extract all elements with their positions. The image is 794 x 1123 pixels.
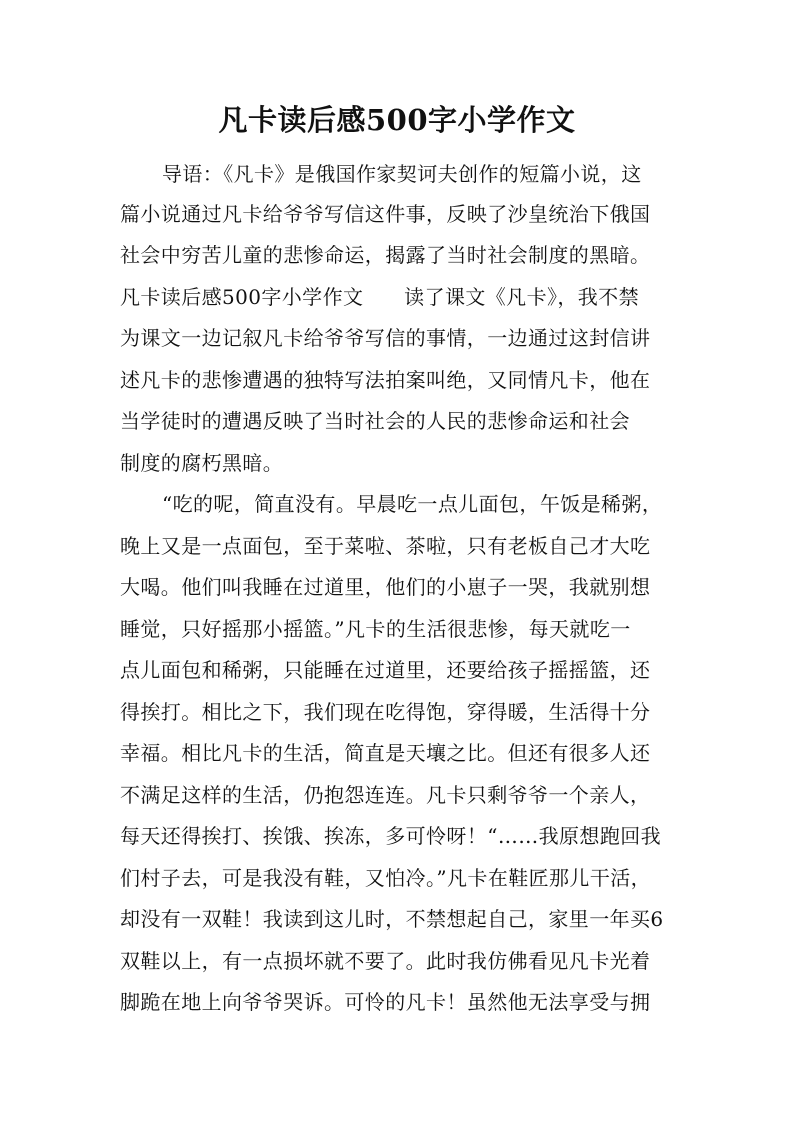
paragraph-line: 为课文一边记叙凡卡给爷爷写信的事情，一边通过这封信讲: [120, 326, 651, 350]
paragraph-line: 双鞋以上，有一点损坏就不要了。此时我仿佛看见凡卡光着: [120, 949, 651, 973]
paragraph-line: 却没有一双鞋！我读到这儿时，不禁想起自己，家里一年买6: [120, 907, 664, 931]
paragraph-line: 当学徒时的遭遇反映了当时社会的人民的悲惨命运和社会: [120, 409, 630, 433]
paragraph-line: 点儿面包和稀粥，只能睡在过道里，还要给孩子摇摇篮，还: [120, 658, 651, 682]
paragraph-line: 睡觉，只好摇那小摇篮。”凡卡的生活很悲惨，每天就吃一: [120, 617, 631, 641]
paragraph-line: 制度的腐朽黑暗。: [120, 451, 284, 475]
paragraph-line: 幸福。相比凡卡的生活，简直是天壤之比。但还有很多人还: [120, 741, 651, 765]
paragraph-line: 述凡卡的悲惨遭遇的独特写法拍案叫绝，又同情凡卡，他在: [120, 368, 651, 392]
paragraph-line: “吃的呢，简直没有。早晨吃一点儿面包，午饭是稀粥，: [162, 492, 663, 516]
paragraph-line: 们村子去，可是我没有鞋，又怕冷。”凡卡在鞋匠那儿干活，: [120, 866, 652, 890]
paragraph-line: 导语：《凡卡》是俄国作家契诃夫创作的短篇小说，这: [162, 162, 642, 186]
paragraph-line: 不满足这样的生活，仍抱怨连连。凡卡只剩爷爷一个亲人，: [120, 783, 651, 807]
paragraph-line: 大喝。他们叫我睡在过道里，他们的小崽子一哭，我就别想: [120, 575, 651, 599]
paragraph-line: 凡卡读后感500字小学作文 读了课文《凡卡》，我不禁: [120, 285, 639, 309]
paragraph-line: 脚跪在地上向爷爷哭诉。可怜的凡卡！虽然他无法享受与拥: [120, 990, 651, 1014]
paragraph-line: 篇小说通过凡卡给爷爷写信这件事，反映了沙皇统治下俄国: [120, 202, 651, 226]
paragraph-line: 晚上又是一点面包，至于菜啦、茶啦，只有老板自己才大吃: [120, 534, 651, 558]
paragraph-line: 社会中穷苦儿童的悲惨命运，揭露了当时社会制度的黑暗。: [120, 243, 651, 267]
paragraph-line: 每天还得挨打、挨饿、挨冻，多可怜呀！“……我原想跑回我: [120, 824, 662, 848]
paragraph-line: 得挨打。相比之下，我们现在吃得饱，穿得暖，生活得十分: [120, 700, 651, 724]
document-title: 凡卡读后感500字小学作文: [218, 103, 576, 137]
